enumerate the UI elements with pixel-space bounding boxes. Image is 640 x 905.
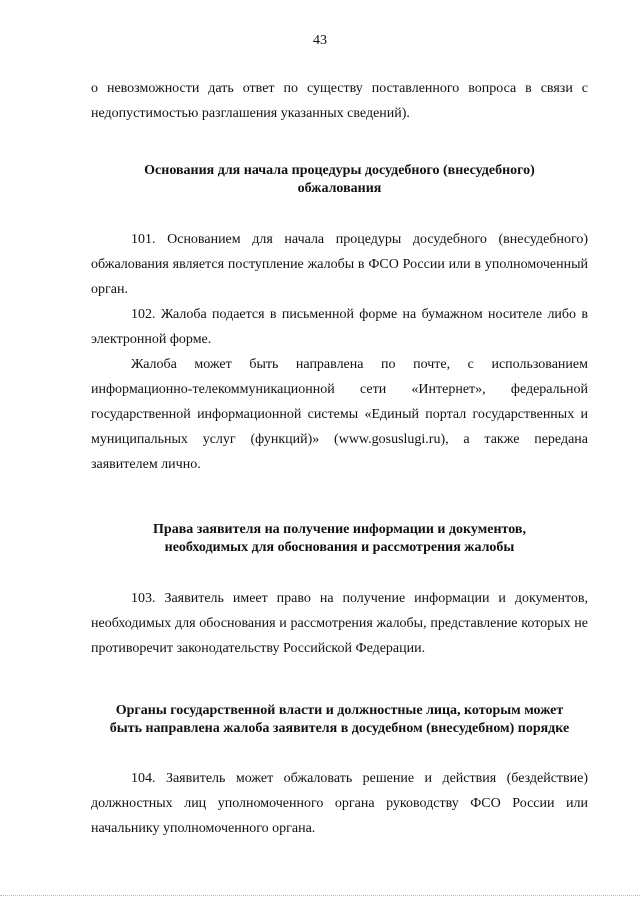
heading-bodies-line2: быть направлена жалоба заявителя в досудебном (внесудебном) порядке [109,721,570,736]
heading-rights [91,521,588,557]
heading-rights-line1: Права заявителя на получение информации и документов, [153,522,526,537]
heading-grounds-line1: Основания для начала процедуры досудебного (внесудебного) [144,163,535,178]
heading-grounds-line2: обжалования [297,181,382,196]
page-number: 43 [313,33,327,48]
section-rights-body [91,586,588,661]
section-bodies-body [91,766,588,841]
paragraph-102-continued: Жалоба может быть направлена по почте, с использованием информационно-телекоммуникационной сети «Интернет», федеральной государственной информационной системы «Единый портал государственных и муниципальных услуг (функций)» (www.gosuslugi.ru), а также передана заявителем лично. [91,357,588,472]
heading-bodies-line1: Органы государственной власти и должностные лица, которым может [115,703,564,718]
section-grounds-body [91,227,588,477]
paragraph-103: 103. Заявитель имеет право на получение информации и документов, необходимых для обоснования и рассмотрения жалобы, представление которых не противоречит законодательству Российской Федерации. [91,591,588,656]
heading-bodies [91,702,588,738]
heading-rights-line2: необходимых для обоснования и рассмотрения жалобы [164,540,515,555]
continuation-text: о невозможности дать ответ по существу поставленного вопроса в связи с недопустимостью разглашения указанных сведений). [91,81,588,121]
paragraph-104: 104. Заявитель может обжаловать решение и действия (бездействие) должностных лиц уполномоченного органа руководству ФСО России или начальнику уполномоченного органа. [91,771,588,836]
paragraph-102: 102. Жалоба подается в письменной форме на бумажном носителе либо в электронной форме. [91,307,588,347]
heading-grounds [91,162,588,198]
continuation-paragraph [91,76,588,126]
scan-edge-line [0,895,640,897]
paragraph-101: 101. Основанием для начала процедуры досудебного (внесудебного) обжалования является поступление жалобы в ФСО России или в уполномоченный орган. [91,232,588,297]
